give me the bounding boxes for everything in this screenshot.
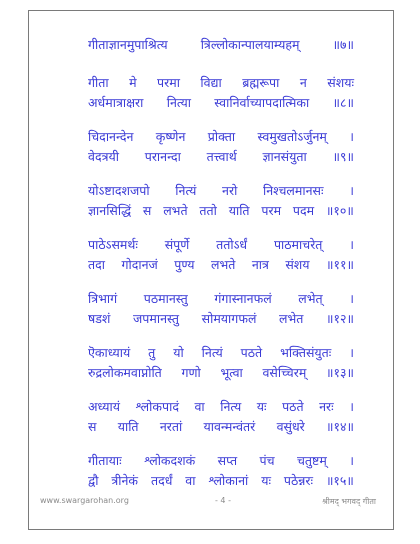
verse-word: गंगास्नानफलं [214,291,272,306]
verse-word: नित्या [166,95,191,110]
verse-word: यः [256,399,267,414]
verse-line [88,290,354,310]
verse-word: परम [261,203,282,218]
verse-word: पदम [292,203,315,218]
verse-word: सोमयागफलं [201,311,257,326]
verse-word: स्वमुखतोऽर्जुनम् [257,129,327,144]
verse-word: गोदानजं [121,257,158,272]
verse-line [88,94,354,114]
verse-word: ॥९॥ [332,149,354,164]
verse-word: त्रिभागं [88,291,118,306]
verse-word: परानन्दा [144,149,181,164]
verse-line [88,344,354,364]
verse-word: याति [228,203,250,218]
verse-stanza [88,290,354,330]
verse-word: स्वानिर्वाच्यापदात्मिका [214,95,310,110]
verse-word: ततो [199,203,217,218]
verse-word: । [349,183,354,198]
verse-line [88,418,354,438]
verse-line [88,398,354,418]
verse-word: ॥१२॥ [326,311,354,326]
verse-word: भूत्वा [220,365,243,380]
verse-stanza [88,236,354,276]
verse-word: । [349,453,354,468]
verse-word: वसुंधरे [276,419,305,434]
verse-word: ॥११॥ [325,257,354,272]
verse-word: गीताज्ञानमुपाश्रित्य [88,37,168,52]
verse-word: यः [261,473,271,488]
verse-word: चिदानन्देन [88,129,134,144]
verse-word: अध्यायं [88,399,120,414]
verse-word: परमा [157,75,180,90]
verse-word: त्रीनेकं [111,473,139,488]
verse-word: लभते [211,257,236,272]
verse-word: सप्त [217,453,238,468]
verse-word: पठते [240,345,263,360]
footer-website: www.swargarohan.org [40,496,129,505]
verse-word: गीतायाः [88,453,122,468]
verse-word: ज्ञानसिद्धिं [88,203,132,218]
verse-word: वेदत्रयी [88,149,119,164]
verse-line [88,472,354,492]
verse-word: यो [173,345,184,360]
verse-word: षडशं [88,311,111,326]
verse-line [88,310,354,330]
verse-word: ततोऽर्धं [216,237,248,252]
verse-word: नरो [222,183,238,198]
verse-word: विद्या [200,75,222,90]
verse-word: । [349,399,354,414]
verse-word: निश्चलमानसः [263,183,324,198]
verse-line [88,256,354,276]
verse-word: यावन्मन्वंतरं [203,419,256,434]
verse-line [88,202,354,222]
verse-word: याति [117,419,139,434]
verse-word: न [299,75,307,90]
verse-line [88,236,354,256]
verse-word: रुद्रलोकमवाप्नोति [88,365,162,380]
verse-word: पंच [259,453,275,468]
verse-word: । [349,237,354,252]
verse-word: स [142,203,152,218]
verse-word: ॥१५॥ [325,473,354,488]
verse-word: योऽष्टादशजपो [88,183,150,198]
verse-word: नात्र [251,257,269,272]
verse-word: पाठमाचरेत् [273,237,323,252]
verse-word: श्लोकपादं [135,399,179,414]
verse-word: अर्धमात्राक्षरा [88,95,144,110]
verse-word: ॥१४॥ [326,419,354,434]
verse-word: स [88,419,97,434]
verse-word: । [349,291,354,306]
footer-page-number: - 4 - [215,496,231,505]
verse-stanza [88,452,354,492]
verse-word: पठेन्नरः [283,473,314,488]
verse-word: प्रोक्ता [207,129,236,144]
verse-line [88,36,354,56]
verse-word: नरः [319,399,334,414]
verse-word: ऎकाध्यायं [88,345,131,360]
verse-word: पाठेऽसमर्थः [88,237,138,252]
verse-word: नित्यं [201,345,223,360]
verse-word: पठमानस्तु [143,291,188,306]
verse-stanza [88,36,354,56]
verse-line [88,74,354,94]
verse-line [88,148,354,168]
verse-word: संशय [285,257,310,272]
verse-word: लभते [163,203,188,218]
verse-word: ॥१०॥ [325,203,354,218]
verse-word: तत्त्वार्थ [206,149,237,164]
verse-word: पुण्य [174,257,195,272]
verse-word: मे [129,75,137,90]
verse-word: । [349,129,354,144]
verse-word: त्रिल्लोकान्पालयाम्यहम् [200,37,300,52]
verse-word: श्लोकदशकं [144,453,196,468]
verse-word: वसेच्चिरम् [262,365,307,380]
verse-word: ज्ञानसंयुता [262,149,307,164]
verse-word: ब्रह्मरूपा [242,75,280,90]
verse-line [88,452,354,472]
verse-line [88,182,354,202]
verse-stanza [88,74,354,114]
verse-word: संशयः [327,75,354,90]
verse-stanza [88,344,354,384]
verse-word: तदा [88,257,106,272]
verse-word: । [349,345,354,360]
verse-word: संपूर्णे [164,237,190,252]
verse-word: पठते [282,399,304,414]
footer-book-title: श्रीमद् भगवद् गीता [322,497,376,506]
verse-word: वा [194,399,205,414]
verse-word: द्वौ [88,473,99,488]
verse-stanza [88,398,354,438]
verse-word: ॥८॥ [332,95,354,110]
verse-line [88,128,354,148]
verse-word: नित्य [220,399,242,414]
verse-word: ॥१३॥ [326,365,354,380]
verse-word: श्लोकानां [208,473,249,488]
verse-word: लभेत [279,311,304,326]
verse-word: कृष्णेन [155,129,186,144]
verse-body [88,36,354,506]
verse-word: नरतां [159,419,183,434]
verse-word: गीता [88,75,109,90]
verse-word: भक्तिसंयुतः [280,345,332,360]
verse-stanza [88,182,354,222]
verse-word: नित्यं [175,183,197,198]
verse-line [88,364,354,384]
page-footer [40,496,376,510]
verse-stanza [88,128,354,168]
verse-word: चतुष्टम् [296,453,327,468]
verse-word: ॥७॥ [332,37,354,52]
verse-word: लभेत् [298,291,323,306]
verse-word: जपमानस्तु [133,311,180,326]
verse-word: वा [185,473,196,488]
verse-word: तदर्धं [150,473,173,488]
verse-word: गणो [181,365,201,380]
verse-word: तु [148,345,156,360]
